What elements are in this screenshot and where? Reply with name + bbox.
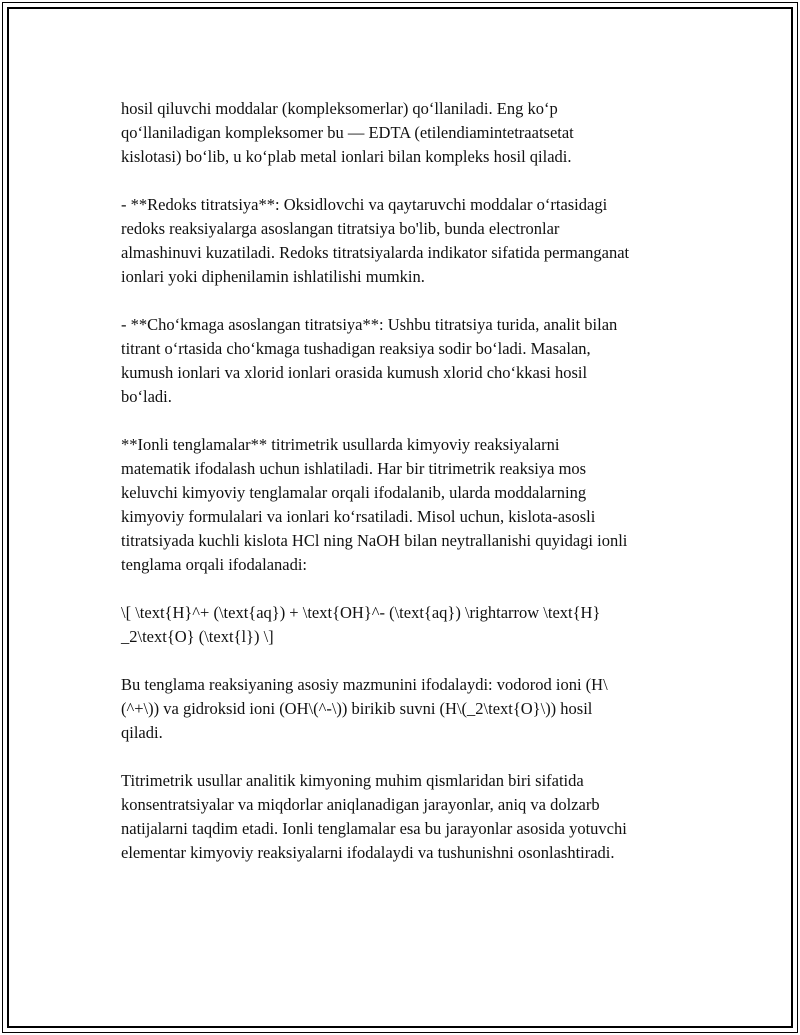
paragraph-conclusion: Titrimetrik usullar analitik kimyoning muhim qismlaridan biri sifatida konsentratsiyalar va miqdorlar aniqlanadigan jarayonlar, aniq va dolzarb natijalarni taqdim etadi. Ionli tenglamalar esa bu jarayonlar asosida yotuvchi elementar kimyoviy reaksiyalarni ifodalaydi va tushunishni osonlashtiradi. [121,771,627,862]
document-body [121,97,693,889]
equation-neutralization: \[ \text{H}^+ (\text{aq}) + \text{OH}^- (\text{aq}) \rightarrow \text{H} _2\text{O} (\text{l}) \] [121,603,601,646]
paragraph-kompleksometriya: hosil qiluvchi moddalar (kompleksomerlar) qo‘llaniladi. Eng ko‘p qo‘llaniladigan kompleksomer bu — EDTA (etilendiamintetraatsetat kislotasi) bo‘lib, u ko‘plab metal ionlari bilan kompleks hosil qiladi. [121,99,574,166]
paragraph-equation-explanation: Bu tenglama reaksiyaning asosiy mazmunini ifodalaydi: vodorod ioni (H\ (^+\)) va gidroksid ioni (OH\(^-\)) birikib suvni (H\(_2\text{O}\)) hosil qiladi. [121,675,608,742]
page-frame [2,2,798,1033]
paragraph-redoks-titratsiya: - **Redoks titratsiya**: Oksidlovchi va qaytaruvchi moddalar o‘rtasidagi redoks reaksiyalarga asoslangan titratsiya bo'lib, bunda electronlar almashinuvi kuzatiladi. Redoks titratsiyalarda indikator sifatida permanganat ionlari yoki diphenilamin ishlatilishi mumkin. [121,195,630,286]
paragraph-chokma-titratsiya: - **Cho‘kmaga asoslangan titratsiya**: Ushbu titratsiya turida, analit bilan titrant o‘rtasida cho‘kmaga tushadigan reaksiya sodir bo‘ladi. Masalan, kumush ionlari va xlorid ionlari orasida kumush xlorid cho‘kkasi hosil bo‘ladi. [121,315,618,406]
paragraph-ionli-tenglamalar: **Ionli tenglamalar** titrimetrik usullarda kimyoviy reaksiyalarni matematik ifodalash uchun ishlatiladi. Har bir titrimetrik reaksiya mos keluvchi kimyoviy tenglamalar orqali ifodalanib, ularda moddalarning kimyoviy formulalari va ionlari ko‘rsatiladi. Misol uchun, kislota-asosli titratsiyada kuchli kislota HCl ning NaOH bilan neytrallanishi quyidagi ionli tenglama orqali ifodalanadi: [121,435,628,574]
